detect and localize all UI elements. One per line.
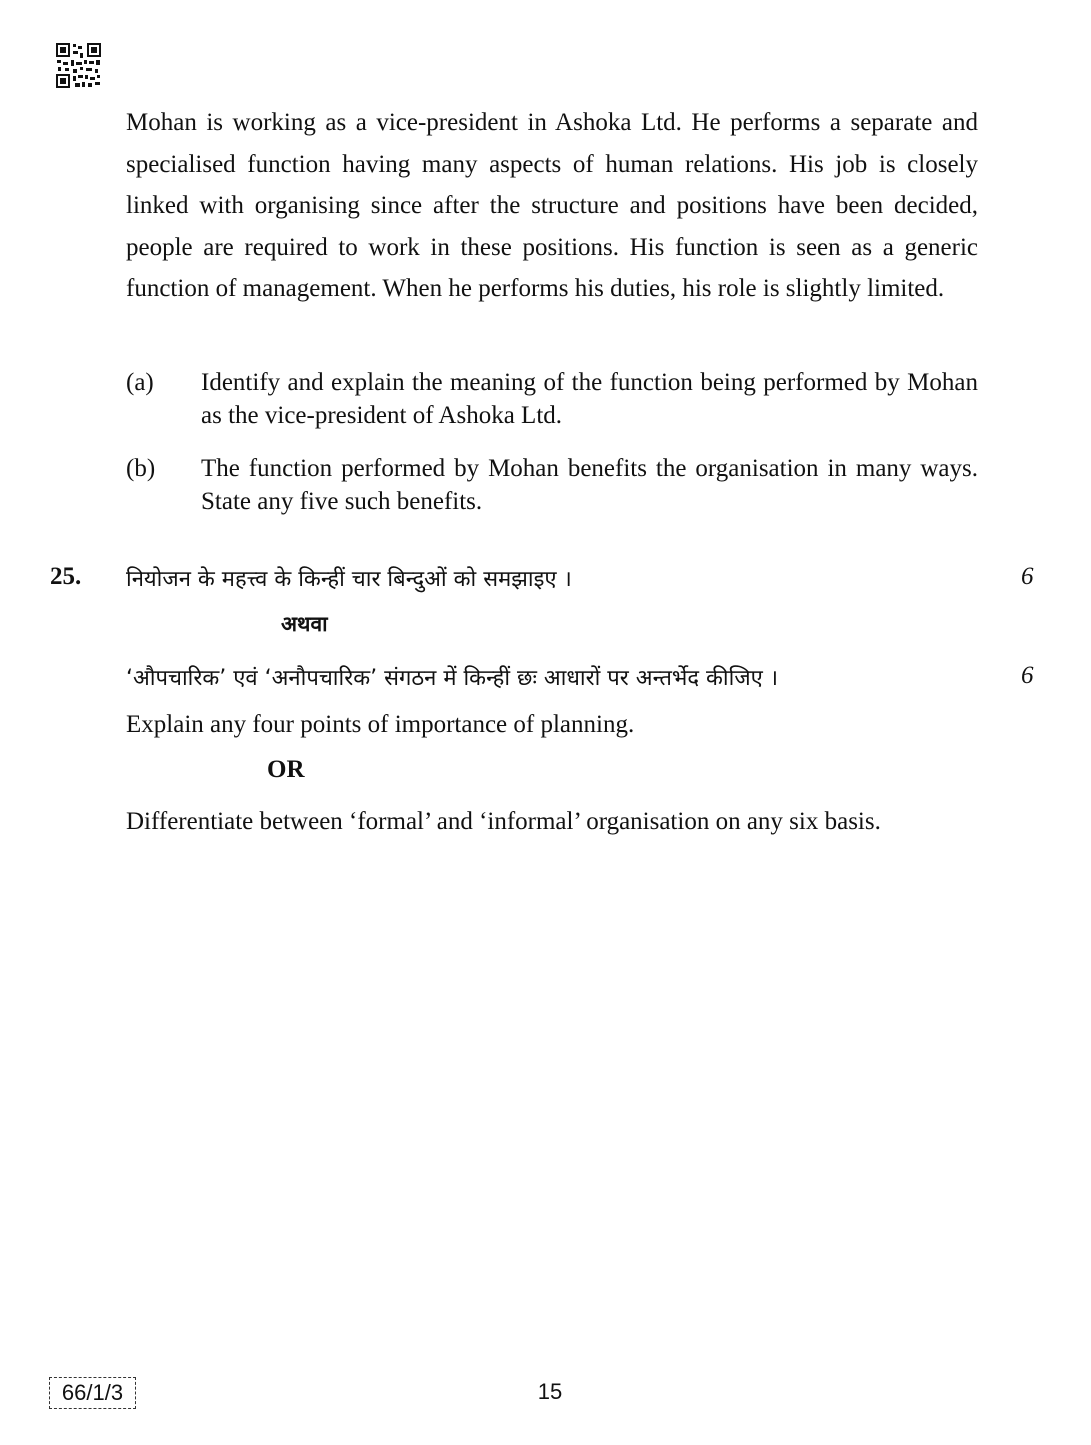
paper-code-box: 66/1/3: [49, 1377, 136, 1409]
case-paragraph: Mohan is working as a vice-president in Ashoka Ltd. He performs a separate and specialised function having many aspects of human relations. His job is closely linked with organising since after the structure and positions have been decided, people are required to work in these positions. His function is seen as a generic function of management. When he performs his duties, his role is slightly limited.: [126, 109, 978, 302]
marks-label: 6: [1021, 662, 1034, 689]
marks-label: 6: [1021, 563, 1034, 590]
sub-question-text: Identify and explain the meaning of the function being performed by Mohan as the vice-president of Ashoka Ltd.: [201, 369, 978, 429]
hindi-question: नियोजन के महत्त्व के किन्हीं चार बिन्दुओं को समझाइए ।: [126, 567, 572, 592]
sub-question-a: [126, 366, 978, 432]
sub-question-label: (a): [126, 369, 154, 396]
hindi-or-label: अथवा: [281, 612, 328, 636]
english-or-label: OR: [267, 756, 305, 783]
question-number: 25.: [50, 563, 82, 590]
english-question: Explain any four points of importance of planning.: [126, 711, 635, 738]
qr-code-icon: [55, 42, 102, 89]
hindi-alternative-question: ‘औपचारिक’ एवं ‘अनौपचारिक’ संगठन में किन्हीं छः आधारों पर अन्तर्भेद कीजिए ।: [126, 666, 779, 691]
english-alternative-question: Differentiate between ‘formal’ and ‘informal’ organisation on any six basis.: [126, 808, 881, 835]
page-number: 15: [537, 1379, 563, 1404]
sub-question-text: The function performed by Mohan benefits the organisation in many ways. State any five such benefits.: [201, 455, 978, 515]
sub-question-b: [126, 452, 978, 518]
sub-question-label: (b): [126, 455, 156, 482]
